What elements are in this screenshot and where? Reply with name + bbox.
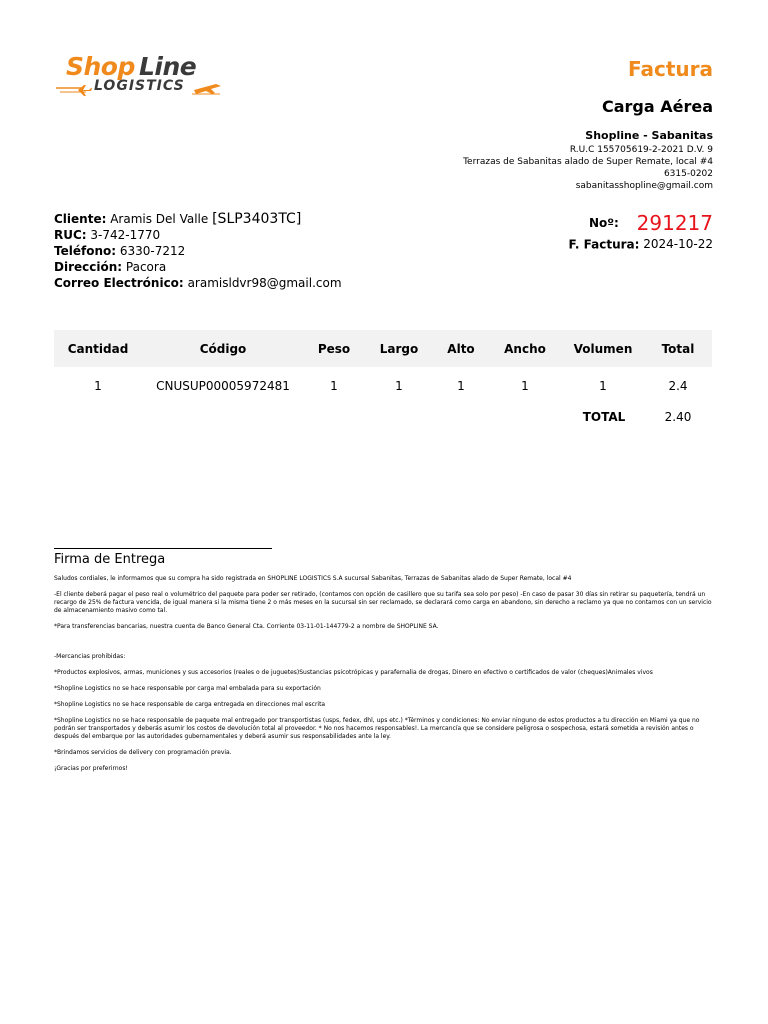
client-info — [54, 211, 342, 291]
client-address-label: Dirección: — [54, 260, 123, 274]
company-info — [463, 129, 713, 192]
note-delivery: *Brindamos servicios de delivery con programación previa. — [54, 749, 232, 756]
note-addresses: *Shopline Logistics no se hace responsable de carga entregada en direcciones mal escrita — [54, 701, 326, 708]
col-header-codigo: Código — [199, 341, 247, 356]
invoice-number: 291217 — [636, 211, 713, 235]
client-address-row — [54, 259, 342, 275]
company-logo — [54, 52, 234, 102]
logo-shop-text: Shop — [66, 52, 135, 81]
company-address: Terrazas de Sabanitas alado de Super Remate, local #4 — [463, 157, 713, 167]
terms-notes — [54, 575, 714, 781]
total-row — [54, 410, 712, 432]
cell-largo: 1 — [395, 378, 403, 393]
signature-line — [54, 548, 272, 549]
client-ruc: 3-742-1770 — [90, 228, 161, 242]
invoice-date-row — [568, 237, 713, 252]
client-ruc-label: RUC: — [54, 228, 87, 242]
client-email: aramisldvr98@gmail.com — [187, 276, 342, 290]
client-email-label: Correo Electrónico: — [54, 276, 184, 290]
client-email-row — [54, 275, 342, 291]
invoice-date-label: F. Factura: — [568, 237, 640, 252]
invoice-date: 2024-10-22 — [643, 237, 713, 251]
cell-codigo: CNUSUP00005972481 — [156, 378, 290, 393]
client-ruc-row — [54, 227, 342, 243]
invoice-meta — [568, 211, 713, 252]
note-greeting: Saludos cordiales, le informamos que su compra ha sido registrada en SHOPLINE LOGISTICS S.A sucursal Sabanitas, Terrazas de Sabanitas alado de Super Remate, local #4 — [54, 575, 572, 582]
client-name-row — [54, 211, 342, 227]
col-header-total: Total — [661, 341, 695, 356]
client-phone-row — [54, 243, 342, 259]
client-phone-label: Teléfono: — [54, 244, 117, 258]
invoice-number-label: Noº: — [588, 216, 619, 230]
col-header-largo: Largo — [379, 341, 419, 356]
total-label: TOTAL — [582, 410, 626, 424]
table-row — [54, 367, 712, 404]
table-header — [54, 330, 712, 367]
cell-volumen: 1 — [599, 378, 607, 393]
client-address: Pacora — [125, 260, 167, 274]
col-header-volumen: Volumen — [573, 341, 633, 356]
company-ruc: R.U.C 155705619-2-2021 D.V. 9 — [569, 145, 713, 155]
client-phone: 6330-7212 — [119, 244, 186, 258]
cell-alto: 1 — [457, 378, 465, 393]
cell-ancho: 1 — [521, 378, 529, 393]
col-header-peso: Peso — [317, 341, 351, 356]
cell-peso: 1 — [330, 378, 338, 393]
company-name: Shopline - Sabanitas — [585, 129, 713, 142]
document-title: Factura — [628, 57, 713, 81]
note-bank-transfer: *Para transferencias bancarias, nuestra cuenta de Banco General Cta. Corriente 03-11-01-144779-2 a nombre de SHOPLINE SA. — [54, 623, 439, 630]
document-subtitle: Carga Aérea — [601, 97, 713, 116]
logo-logistics-text: LOGISTICS — [94, 78, 185, 94]
col-header-cantidad: Cantidad — [67, 341, 129, 356]
logo-line-text: Line — [139, 52, 197, 81]
note-carriers-terms: *Shopline Logistics no se hace responsable de paquete mal entregado por transportistas (usps, fedex, dhl, ups etc.) *Términos y condiciones: No enviar ninguno de estos productos a tu dirección en Miami ya que no podrán ser transportados y deberás asumir los costos de devolución total al proveedor. * No nos hacemos responsables!. La mercancía que se considere peligrosa o sospechosa, estará sometida a revisión antes o después del embarque por las autoridades gubernamentales y deberá asumir sus responsabilidades ante la ley. — [54, 717, 700, 740]
note-prohibited-items: *Productos explosivos, armas, municiones y sus accesorios (reales o de juguetes)Sustancias psicotrópicas y parafernalia de drogas, Dinero en efectivo o certificados de valor (cheques)Animales vivos — [54, 669, 653, 676]
note-packaging: *Shopline Logistics no se hace responsable por carga mal embalada para su exportación — [54, 685, 321, 692]
note-prohibited-title: -Mercancias prohibidas: — [54, 653, 126, 660]
note-payment-policy: -El cliente deberá pagar el peso real o volumétrico del paquete para poder ser retirado, (contamos con opción de casillero que su tarifa sea solo por peso) -En caso de pasar 30 días sin retirar su paquetería, tendrá un recargo de 25% de factura vencida, de igual manera si la misma tiene 2 o más meses en la sucursal sin ser reclamado, se declarará como carga en abandono, sin derecho a reclamo ya que no contamos con un servicio de almacenamiento masivo como tal. — [54, 591, 712, 614]
signature-label: Firma de Entrega — [54, 552, 166, 567]
cell-total: 2.4 — [668, 378, 688, 393]
total-value: 2.40 — [664, 410, 692, 424]
items-table — [54, 330, 712, 404]
note-thanks: ¡Gracias por preferirnos! — [54, 765, 128, 772]
company-phone: 6315-0202 — [663, 169, 713, 179]
col-header-ancho: Ancho — [504, 341, 546, 356]
client-code: [SLP3403TC] — [212, 211, 302, 227]
client-name-label: Cliente: — [54, 212, 107, 226]
invoice-number-row — [568, 211, 713, 235]
col-header-alto: Alto — [447, 341, 475, 356]
company-email: sabanitasshopline@gmail.com — [575, 181, 713, 191]
cell-cantidad: 1 — [94, 378, 102, 393]
client-name: Aramis Del Valle — [110, 212, 209, 226]
